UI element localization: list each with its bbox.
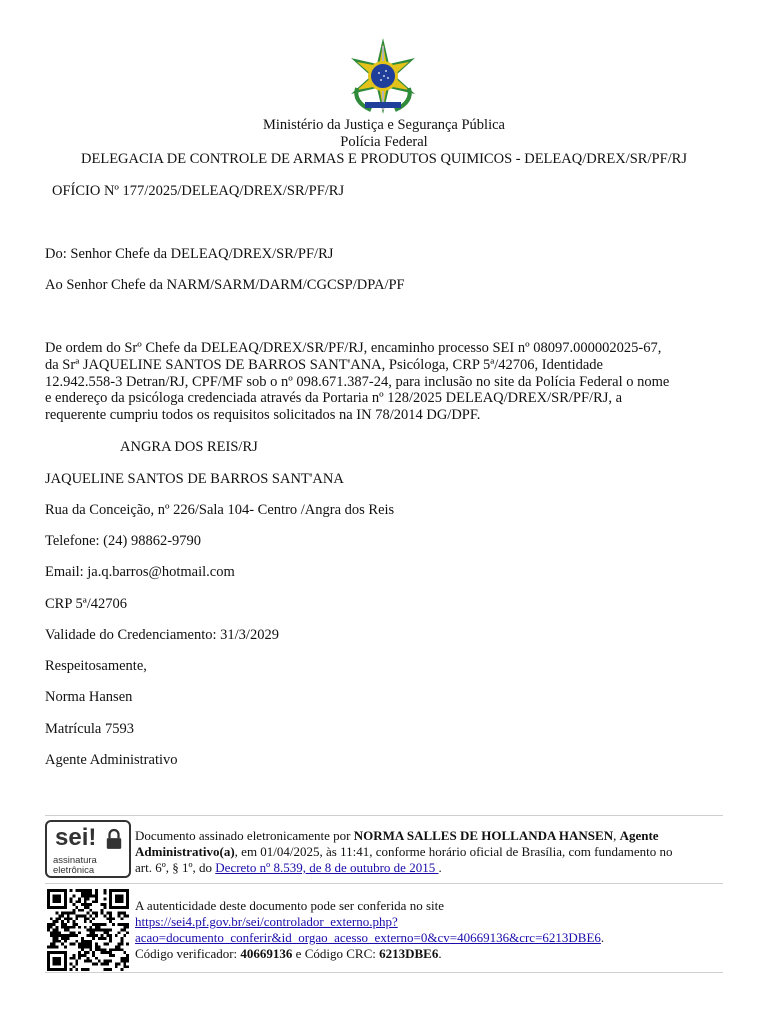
verification-url-link[interactable]: https://sei4.pf.gov.br/sei/controlador_externo.php? <box>135 914 398 929</box>
verification-line: A autenticidade deste documento pode ser conferida no site <box>135 898 445 913</box>
body-line: De ordem do Srº Chefe da DELEAQ/DREX/SR/PF/RJ, encaminho processo SEI nº 08097.000002025-67, <box>45 340 662 356</box>
signatory-name: NORMA SALLES DE HOLLANDA HANSEN <box>353 828 614 843</box>
signature-line <box>135 860 725 876</box>
sei-logo-sub: eletrônica <box>53 865 95 876</box>
sender-line: Do: Senhor Chefe da DELEAQ/DREX/SR/PF/RJ <box>45 246 334 262</box>
brazil-coat-of-arms-icon <box>343 36 423 116</box>
lock-icon <box>105 828 123 850</box>
address-line: Rua da Conceição, nº 226/Sala 104- Centro /Angra dos Reis <box>45 502 395 518</box>
verification-line <box>135 914 725 930</box>
verification-text <box>135 898 725 962</box>
department-name: DELEGACIA DE CONTROLE DE ARMAS E PRODUTOS QUIMICOS - DELEAQ/DREX/SR/PF/RJ <box>81 151 687 167</box>
qr-code-icon <box>47 889 129 971</box>
decree-link[interactable]: Decreto nº 8.539, de 8 de outubro de 2015 <box>215 860 439 875</box>
recipient-line: Ao Senhor Chefe da NARM/SARM/DARM/CGCSP/DPA/PF <box>45 277 405 293</box>
signature-text <box>135 828 725 876</box>
verifier-label: Código verificador: <box>135 946 241 961</box>
registration-line: Matrícula 7593 <box>45 721 134 737</box>
crp-line: CRP 5ª/42706 <box>45 596 128 612</box>
separator: , <box>613 828 620 843</box>
body-line: 12.942.558-3 Detran/RJ, CPF/MF sob o nº 098.671.387-24, para inclusão no site da Polícia Federal o nome <box>45 373 670 390</box>
phone-line: Telefone: (24) 98862-9790 <box>45 533 202 549</box>
verification-line <box>135 930 725 946</box>
divider <box>45 883 723 884</box>
city-line: ANGRA DOS REIS/RJ <box>120 439 258 455</box>
body-line: requerente cumpriu todos os requisitos solicitados na IN 78/2014 DG/DPF. <box>45 407 481 424</box>
body-line: da Srª JAQUELINE SANTOS DE BARROS SANT'ANA, Psicóloga, CRP 5ª/42706, Identidade <box>45 356 603 373</box>
signature-pre: Documento assinado eletronicamente por <box>135 828 354 843</box>
signer-role: Agente Administrativo <box>45 752 178 768</box>
sei-logo-sub: assinatura <box>53 855 97 866</box>
body-paragraph <box>45 340 735 424</box>
verification-url-query-link[interactable]: acao=documento_conferir&id_orgao_acesso_externo=0&cv=40669136&crc=6213DBE6 <box>135 930 601 945</box>
sei-signature-logo <box>45 820 131 878</box>
agency-name: Polícia Federal <box>340 134 428 150</box>
signatory-role: Administrativo(a) <box>135 844 235 859</box>
body-line: e endereço da psicóloga credenciada através da Portaria nº 128/2025 DELEAQ/DREX/SR/PF/RJ, a <box>45 390 623 407</box>
period: . <box>600 930 605 945</box>
signature-date: , em 01/04/2025, às 11:41, conforme horário oficial de Brasília, com fundamento no <box>234 844 673 859</box>
crc-label: e Código CRC: <box>292 946 380 961</box>
divider <box>45 815 723 816</box>
divider <box>45 972 723 973</box>
signature-line <box>135 828 725 844</box>
sei-logo-text: sei! <box>55 824 97 851</box>
period: . <box>438 946 442 961</box>
signature-line <box>135 844 725 860</box>
email-line: Email: ja.q.barros@hotmail.com <box>45 564 235 580</box>
period: . <box>438 860 442 875</box>
crc-code: 6213DBE6 <box>379 946 439 961</box>
salutation: Respeitosamente, <box>45 658 147 674</box>
verifier-code: 40669136 <box>240 946 293 961</box>
signer-name: Norma Hansen <box>45 689 133 705</box>
psychologist-name: JAQUELINE SANTOS DE BARROS SANT'ANA <box>45 471 344 487</box>
verification-line <box>135 946 725 962</box>
ministry-name: Ministério da Justiça e Segurança Pública <box>262 117 505 133</box>
signatory-role: Agente <box>619 828 659 843</box>
legal-basis-pre: art. 6º, § 1º, do <box>135 860 216 875</box>
oficio-number: OFÍCIO Nº 177/2025/DELEAQ/DREX/SR/PF/RJ <box>52 183 345 199</box>
validity-line: Validade do Credenciamento: 31/3/2029 <box>45 627 279 643</box>
